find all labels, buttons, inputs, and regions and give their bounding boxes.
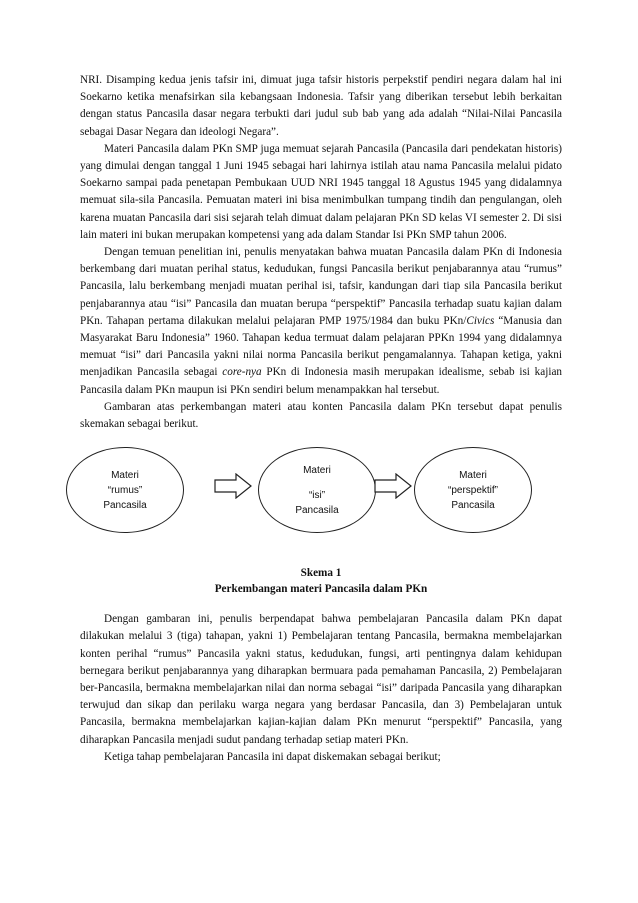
oval-2-line-2: “isi” [308, 489, 326, 501]
civics-term: Civics [466, 314, 495, 327]
oval-materi-rumus [66, 447, 184, 533]
paragraph-4: Gambaran atas perkembangan materi atau konten Pancasila dalam PKn tersebut dapat penulis skemakan sebagai berikut. [80, 400, 562, 431]
arrow-right-icon [214, 473, 252, 499]
oval-1-line-3: Pancasila [103, 499, 147, 511]
paragraph-2: Materi Pancasila dalam PKn SMP juga memuat sejarah Pancasila (Pancasila dari pendekatan historis) yang dimulai dengan tanggal 1 Juni 1945 sebagai hari lahirnya istilah atau nama Pancasila melalui pidato Soekarno sampai pada penetapan Pembukaan UUD NRI 1945 tanggal 18 Agustus 1945 yang didalamnya memuat sila-sila Pancasila. Pemuatan materi ini bisa menimbulkan tumpang tindih dan pengulangan, oleh karena muatan Pancasila dari sisi sejarah telah dimuat dalam pelajaran PKn SD kelas VI semester 2. Di sisi lain materi ini bukan merupakan kompetensi yang ada dalam Standar Isi PKn SMP tahun 2006. [80, 142, 562, 241]
paragraph-3-part-1: Dengan temuan penelitian ini, penulis menyatakan bahwa muatan Pancasila dalam PKn di Indonesia berkembang dari muatan perihal status, kedudukan, fungsi Pancasila berikut penjabarannya atau “rumus” Pancasila, lalu berkembang menjadi muatan perihal isi, tafsir, kandungan dari tiap sila Pancasila berikut penjabarannya atau “isi” Pancasila dan muatan berupa “perspektif” Pancasila terhadap suatu kajian dalam PKn. Tahapan pertama dilakukan melalui pelajaran PMP 1975/1984 dan buku PKn/ [80, 246, 562, 327]
core-term: core-nya [222, 366, 262, 379]
document-page [80, 72, 562, 766]
oval-1-line-2: “rumus” [107, 484, 143, 496]
schema-caption-number: Skema 1 [300, 567, 342, 580]
paragraph-3-part-3: PKn di Indonesia masih merupakan idealisme, sebab isi kajian Pancasila dalam PKn maupun isi PKn sendiri belum menampakkan hal tersebut. [80, 366, 562, 396]
oval-3-line-1: Materi [459, 469, 487, 481]
oval-3-line-2: “perspektif” [447, 484, 498, 496]
oval-materi-perspektif [414, 447, 532, 533]
paragraph-1: NRI. Disamping kedua jenis tafsir ini, dimuat juga tafsir historis perpekstif pendiri negara dalam hal ini Soekarno ketika menafsirkan sila kebangsaan Indonesia. Tafsir yang diberikan tersebut lebih berkaitan dengan status Pancasila dasar negara terbukti dari judul sub bab yang ada adalah “Nilai-Nilai Pancasila sebagai Dasar Negara dan ideologi Negara”. [80, 74, 562, 138]
paragraph-3-part-2: “Manusia dan Masyarakat Baru Indonesia” 1960. Tahapan kedua termuat dalam pelajaran PPKn 1994 yang didalamnya memuat “isi” dari Pancasila yakni nilai norma Pancasila berikut pengamalannya. Tahapan ketiga, yakni menjadikan Pancasila sebagai [80, 314, 562, 379]
paragraph-3 [80, 244, 562, 399]
oval-materi-isi [258, 447, 376, 533]
oval-3-line-3: Pancasila [451, 499, 495, 511]
oval-2-line-3: Pancasila [295, 504, 339, 516]
paragraph-5: Dengan gambaran ini, penulis berpendapat bahwa pembelajaran Pancasila dalam PKn dapat dilakukan melalui 3 (tiga) tahapan, yakni 1) Pembelajaran tentang Pancasila, bermakna membelajarkan konten perihal “rumus” Pancasila yakni status, kedudukan, fungsi, arti pentingnya dalam kehidupan bernegara berikut penjabarannya yang diharapkan bermuara pada pemahaman Pancasila, 2) Pembelajaran ber-Pancasila, bermakna membelajarkan nilai dan norma sebagai “isi” daripada Pancasila yang diharapkan terwujud dan sikap dan perilaku warga negara yang berdasar Pancasila, dan 3) Pembelajaran untuk Pancasila, bermakna membelajarkan kajian-kajian dalam PKn menurut “perspektif” Pancasila, yang diharapkan Pancasila menjadi sudut pandang terhadap setiap materi PKn. [80, 613, 562, 746]
oval-2-line-1: Materi [303, 464, 331, 476]
schema-caption-title: Perkembangan materi Pancasila dalam PKn [214, 583, 428, 596]
schema-diagram [80, 447, 562, 565]
oval-1-line-1: Materi [111, 469, 139, 481]
arrow-right-icon [374, 473, 412, 499]
paragraph-6: Ketiga tahap pembelajaran Pancasila ini dapat diskemakan sebagai berikut; [104, 750, 441, 763]
